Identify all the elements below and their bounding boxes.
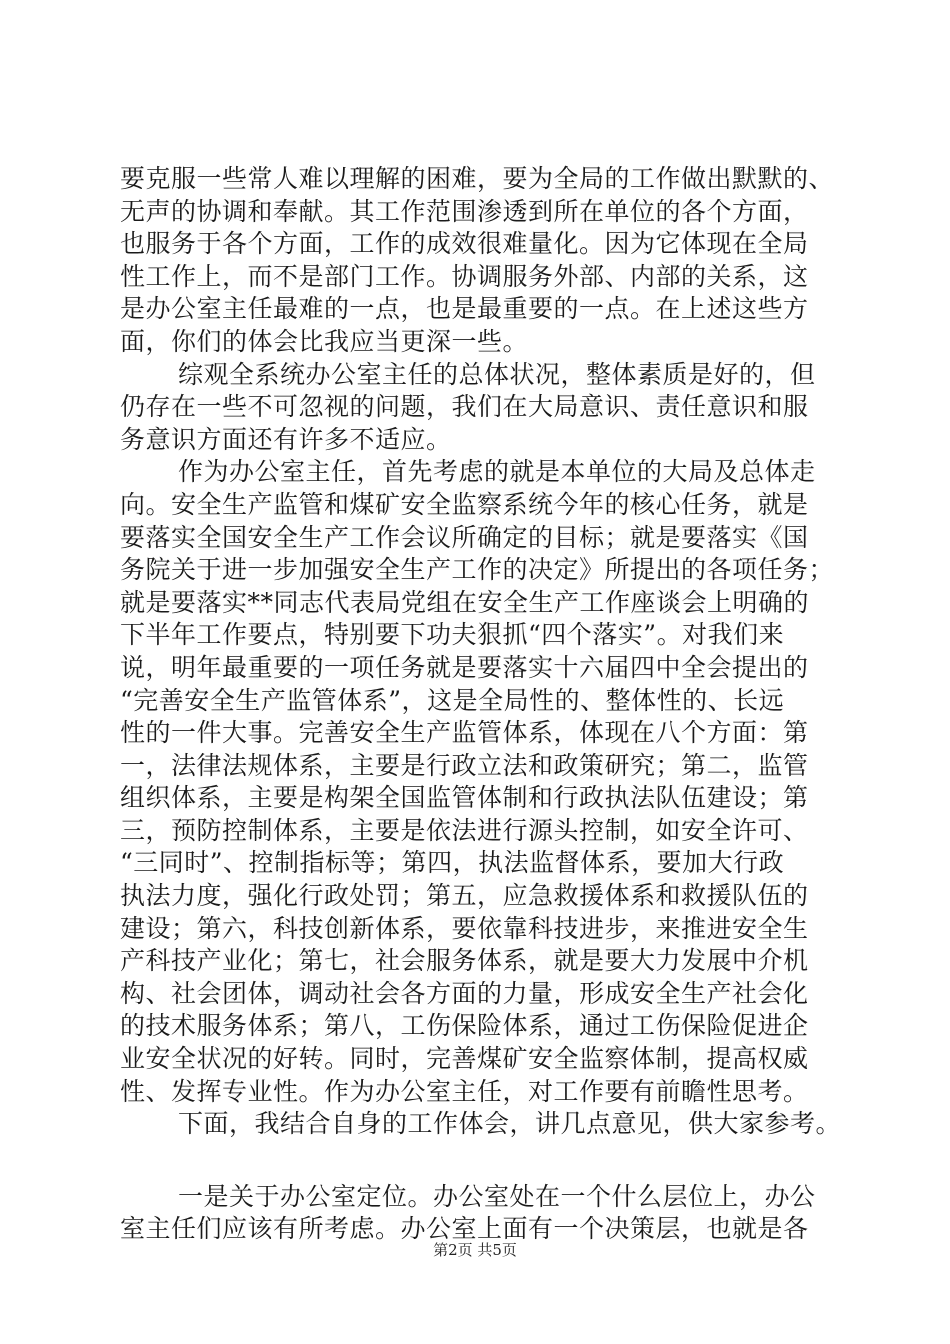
- text-line: 一是关于办公室定位。办公室处在一个什么层位上，办公: [178, 1181, 816, 1211]
- text-line: 执法力度，强化行政处罚；第五，应急救援体系和救援队伍的: [120, 881, 809, 911]
- text-line: 业安全状况的好转。同时，完善煤矿安全监察体制，提高权威: [120, 1044, 809, 1074]
- paragraph-4: [120, 1108, 842, 1141]
- text-line: 一，法律法规体系，主要是行政立法和政策研究；第二，监管: [120, 750, 809, 780]
- paragraph-2: [120, 359, 832, 457]
- text-line: 作为办公室主任，首先考虑的就是本单位的大局及总体走: [178, 457, 816, 487]
- text-line: 室主任们应该有所考虑。办公室上面有一个决策层，也就是各: [120, 1214, 809, 1244]
- text-line: 下面，我结合自身的工作体会，讲几点意见，供大家参考。: [178, 1109, 842, 1139]
- text-line: 的技术服务体系；第八，工伤保险体系，通过工伤保险促进企: [120, 1011, 809, 1041]
- paragraph-5: [120, 1181, 832, 1246]
- text-line: 是办公室主任最难的一点，也是最重要的一点。在上述这些方: [120, 294, 809, 324]
- paragraph-3: [120, 456, 835, 1108]
- text-line: 向。安全生产监管和煤矿安全监察系统今年的核心任务，就是: [120, 489, 809, 519]
- text-line: 就是要落实**同志代表局党组在安全生产工作座谈会上明确的: [120, 587, 810, 617]
- text-line: 务意识方面还有许多不适应。: [120, 424, 452, 454]
- text-line: “完善安全生产监管体系”，这是全局性的、整体性的、长远: [120, 685, 785, 715]
- document-body: [120, 163, 842, 1246]
- paragraph-gap: [120, 1141, 832, 1181]
- paragraph-1: [120, 163, 835, 359]
- text-line: 性的一件大事。完善安全生产监管体系，体现在八个方面：第: [120, 718, 809, 748]
- text-line: 仍存在一些不可忽视的问题，我们在大局意识、责任意识和服: [120, 392, 809, 422]
- text-line: 性、发挥专业性。作为办公室主任，对工作要有前瞻性思考。: [120, 1076, 809, 1106]
- text-line: 建设；第六，科技创新体系，要依靠科技进步，来推进安全生: [120, 913, 809, 943]
- text-line: 也服务于各个方面，工作的成效很难量化。因为它体现在全局: [120, 229, 809, 259]
- text-line: 三，预防控制体系，主要是依法进行源头控制，如安全许可、: [120, 815, 809, 845]
- text-line: 要落实全国安全生产工作会议所确定的目标；就是要落实《国: [120, 522, 809, 552]
- text-line: 务院关于进一步加强安全生产工作的决定》所提出的各项任务；: [120, 555, 835, 585]
- text-line: 面，你们的体会比我应当更深一些。: [120, 326, 529, 356]
- text-line: 无声的协调和奉献。其工作范围渗透到所在单位的各个方面，: [120, 196, 809, 226]
- text-line: 性工作上，而不是部门工作。协调服务外部、内部的关系，这: [120, 261, 809, 291]
- text-line: 构、社会团体，调动社会各方面的力量，形成安全生产社会化: [120, 978, 809, 1008]
- text-line: “三同时”、控制指标等；第四，执法监督体系，要加大行政: [120, 848, 785, 878]
- text-line: 下半年工作要点，特别要下功夫狠抓“四个落实”。对我们来: [120, 620, 785, 650]
- text-line: 要克服一些常人难以理解的困难，要为全局的工作做出默默的、: [120, 164, 835, 193]
- text-line: 组织体系，主要是构架全国监管体制和行政执法队伍建设；第: [120, 783, 809, 813]
- text-line: 说，明年最重要的一项任务就是要落实十六届四中全会提出的: [120, 652, 809, 682]
- page-number-footer: 第2页 共5页: [433, 1241, 517, 1259]
- text-line: 综观全系统办公室主任的总体状况，整体素质是好的，但: [178, 359, 816, 389]
- text-line: 产科技产业化；第七，社会服务体系，就是要大力发展中介机: [120, 946, 809, 976]
